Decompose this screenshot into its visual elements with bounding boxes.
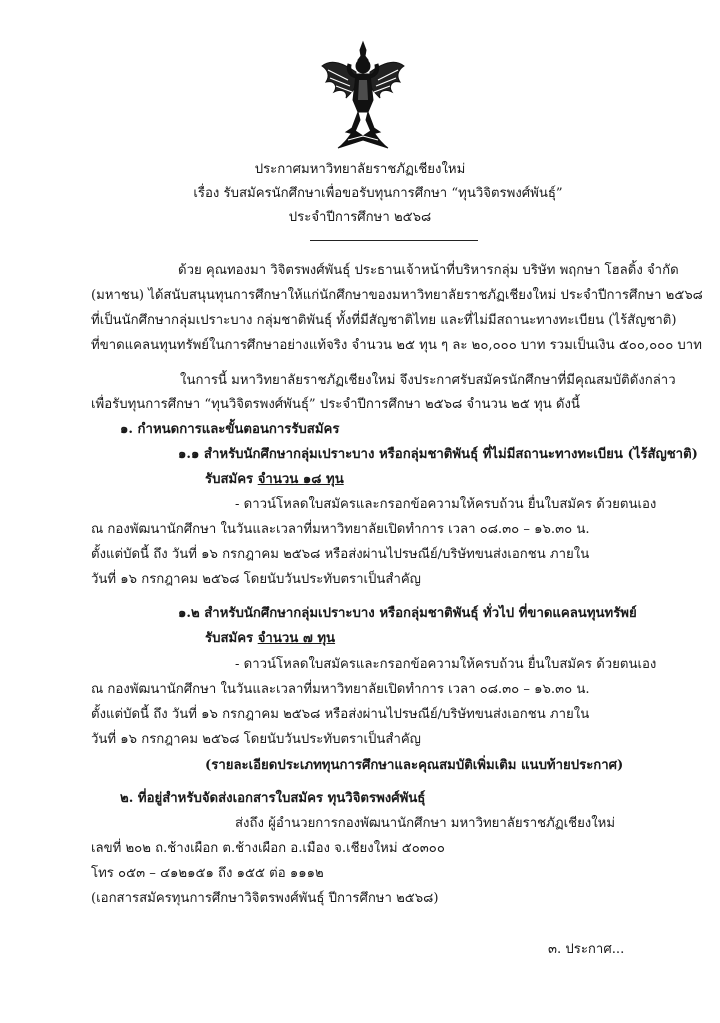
section-1-2-heading: ๑.๒ สำหรับนักศึกษากลุ่มเปราะบาง หรือกลุ่มชาติพันธุ์ ทั่วไป ที่ขาดแคลนทุนทรัพย์ — [178, 606, 637, 621]
section-2-heading: ๒. ที่อยู่สำหรับจัดส่งเอกสารใบสมัคร ทุนวิจิตรพงศ์พันธุ์ — [120, 791, 426, 806]
section-1-1-quota — [205, 471, 344, 489]
section-1-2-line-2: ณ กองพัฒนานักศึกษา ในวันและเวลาที่มหาวิทยาลัยเปิดทำการ เวลา ๐๘.๓๐ – ๑๖.๓๐ น. — [91, 682, 590, 697]
section-1-1-line-4: วันที่ ๑๖ กรกฎาคม ๒๕๖๘ โดยนับวันประทับตราเป็นสำคัญ — [91, 572, 421, 587]
section-1-2-line-3: ตั้งแต่บัดนี้ ถึง วันที่ ๑๖ กรกฎาคม ๒๕๖๘ หรือส่งผ่านไปรษณีย์/บริษัทขนส่งเอกชน ภายใน — [91, 707, 590, 722]
section-2-line-4: (เอกสารสมัครทุนการศึกษาวิจิตรพงศ์พันธุ์ ปีการศึกษา ๒๕๖๘) — [91, 891, 439, 906]
quota-prefix: รับสมัคร — [205, 631, 258, 646]
garuda-emblem-icon — [318, 40, 408, 152]
section-1-2-line-1: - ดาวน์โหลดใบสมัครและกรอกข้อความให้ครบถ้วน ยื่นใบสมัคร ด้วยตนเอง — [235, 657, 657, 672]
section-1-2-line-4: วันที่ ๑๖ กรกฎาคม ๒๕๖๘ โดยนับวันประทับตราเป็นสำคัญ — [91, 732, 421, 747]
section-1-1-heading: ๑.๑ สำหรับนักศึกษากลุ่มเปราะบาง หรือกลุ่มชาติพันธุ์ ที่ไม่มีสถานะทางทะเบียน (ไร้สัญชาติ) — [178, 447, 698, 462]
intro-line-4: ที่ขาดแคลนทุนทรัพย์ในการศึกษาอย่างแท้จริง จำนวน ๒๕ ทุน ๆ ละ ๒๐,๐๐๐ บาท รวมเป็นเงิน ๕๐๐,๐๐๐ บาท — [91, 338, 702, 353]
quota-value: จำนวน ๗ ทุน — [257, 631, 336, 646]
section-1-1-line-3: ตั้งแต่บัดนี้ ถึง วันที่ ๑๖ กรกฎาคม ๒๕๖๘ หรือส่งผ่านไปรษณีย์/บริษัทขนส่งเอกชน ภายใน — [91, 547, 590, 562]
section-2-line-1: ส่งถึง ผู้อำนวยการกองพัฒนานักศึกษา มหาวิทยาลัยราชภัฏเชียงใหม่ — [235, 816, 616, 831]
section-1-note: (รายละเอียดประเภททุนการศึกษาและคุณสมบัติเพิ่มเติม แนบท้ายประกาศ) — [205, 758, 624, 773]
intro-line-1: ด้วย คุณทองมา วิจิตรพงศ์พันธุ์ ประธานเจ้าหน้าที่บริหารกลุ่ม บริษัท พฤกษา โฮลดิ้ง จำกัด — [178, 263, 679, 278]
intro-line-3: ที่เป็นนักศึกษากลุ่มเปราะบาง กลุ่มชาติพันธุ์ ทั้งที่มีสัญชาติไทย และที่ไม่มีสถานะทางทะเบียน (ไร้สัญชาติ) — [91, 313, 677, 328]
section-1-1-line-2: ณ กองพัฒนานักศึกษา ในวันและเวลาที่มหาวิทยาลัยเปิดทำการ เวลา ๐๘.๓๐ – ๑๖.๓๐ น. — [91, 522, 590, 537]
section-1-heading: ๑. กำหนดการและขั้นตอนการรับสมัคร — [120, 422, 340, 437]
quota-prefix: รับสมัคร — [205, 472, 258, 487]
announce-line-2: เพื่อรับทุนการศึกษา “ทุนวิจิตรพงศ์พันธุ์” ประจำปีการศึกษา ๒๕๖๘ จำนวน ๒๕ ทุน ดังนี้ — [91, 397, 580, 412]
quota-value: จำนวน ๑๘ ทุน — [257, 472, 344, 487]
header-divider — [310, 240, 478, 241]
document-year: ประจำปีการศึกษา ๒๕๖๘ — [288, 210, 432, 225]
announce-line-1: ในการนี้ มหาวิทยาลัยราชภัฏเชียงใหม่ จึงประกาศรับสมัครนักศึกษาที่มีคุณสมบัติดังกล่าว — [180, 373, 676, 388]
section-2-line-2: เลขที่ ๒๐๒ ถ.ช้างเผือก ต.ช้างเผือก อ.เมือง จ.เชียงใหม่ ๕๐๓๐๐ — [91, 841, 445, 856]
section-1-1-line-1: - ดาวน์โหลดใบสมัครและกรอกข้อความให้ครบถ้วน ยื่นใบสมัคร ด้วยตนเอง — [235, 497, 657, 512]
document-title: ประกาศมหาวิทยาลัยราชภัฏเชียงใหม่ — [254, 162, 466, 177]
section-1-2-quota — [205, 630, 335, 648]
section-2-line-3: โทร ๐๕๓ – ๔๑๒๑๕๑ ถึง ๑๕๕ ต่อ ๑๑๑๒ — [91, 866, 324, 881]
page-continuation: ๓. ประกาศ... — [548, 942, 625, 957]
intro-line-2: (มหาชน) ได้สนับสนุนทุนการศึกษาให้แก่นักศึกษาของมหาวิทยาลัยราชภัฏเชียงใหม่ ประจำปีการศึกษา ๒๕๖๘ — [91, 288, 703, 303]
document-subject: เรื่อง รับสมัครนักศึกษาเพื่อขอรับทุนการศึกษา “ทุนวิจิตรพงศ์พันธุ์” — [193, 186, 563, 201]
